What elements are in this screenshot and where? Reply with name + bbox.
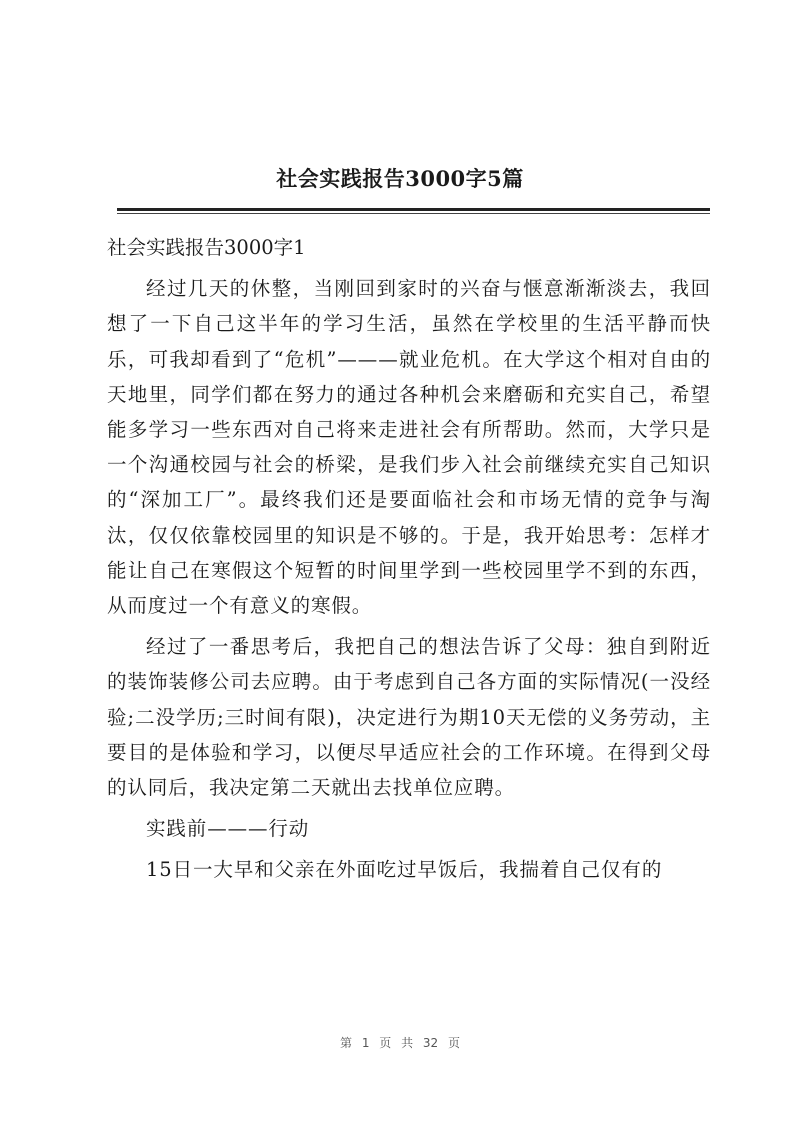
paragraph-3: 实践前———行动 <box>146 817 310 841</box>
section-heading: 社会实践报告3000字1 <box>107 236 306 259</box>
document-title: 社会实践报告3000字5篇 <box>276 166 524 191</box>
paragraph-2: 经过了一番思考后，我把自己的想法告诉了父母：独自到附近的装饰装修公司去应聘。由于考虑到自己各方面的实际情况(一没经验;二没学历;三时间有限)，决定进行为期10天无偿的义务劳动，主要目的是体验和学习，以便尽早适应社会的工作环境。在得到父母的认同后，我决定第二天就出去找单位应聘。 <box>107 635 711 800</box>
title-divider <box>117 208 710 211</box>
title-divider-thin <box>117 213 710 214</box>
paragraph-1: 经过几天的休整，当刚回到家时的兴奋与惬意渐渐淡去，我回想了一下自己这半年的学习生活，虽然在学校里的生活平静而快乐，可我却看到了“危机”———就业危机。在大学这个相对自由的天地里，同学们都在努力的通过各种机会来磨砺和充实自己，希望能多学习一些东西对自己将来走进社会有所帮助。然而，大学只是一个沟通校园与社会的桥梁，是我们步入社会前继续充实自己知识的“深加工厂”。最终我们还是要面临社会和市场无情的竞争与淘汰，仅仅依靠校园里的知识是不够的。于是，我开始思考：怎样才能让自己在寒假这个短暂的时间里学到一些校园里学不到的东西，从而度过一个有意义的寒假。 <box>107 277 711 618</box>
page-footer: 第 1 页 共 32 页 <box>340 1036 460 1050</box>
document-body <box>107 230 711 894</box>
paragraph-4: 15日一大早和父亲在外面吃过早饭后，我揣着自己仅有的 <box>146 858 663 882</box>
